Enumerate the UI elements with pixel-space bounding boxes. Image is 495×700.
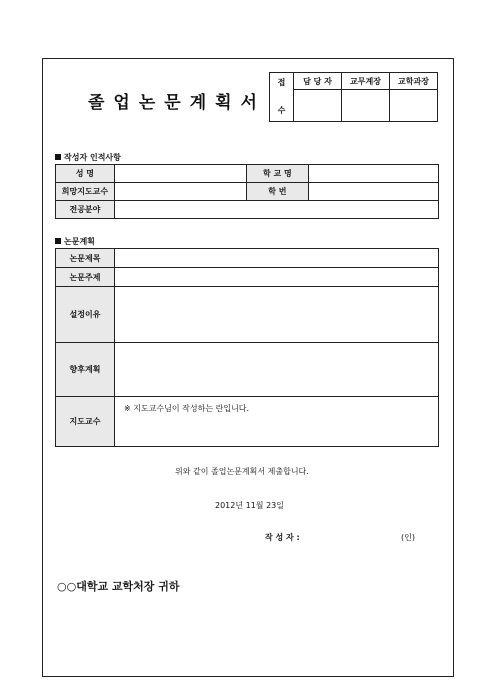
major-field[interactable] <box>114 201 438 219</box>
author-section-heading: 작성자 인적사항 <box>55 152 121 163</box>
approval-sign-director[interactable] <box>390 90 438 122</box>
thesis-title-field[interactable] <box>115 249 439 268</box>
student-number-field[interactable] <box>309 183 439 201</box>
approval-receipt-label: 접 수 <box>270 73 294 122</box>
approval-header-manager: 담 당 자 <box>294 73 342 90</box>
student-number-label: 학 번 <box>246 183 309 201</box>
school-label: 학 교 명 <box>246 165 309 183</box>
advisor-label: 희망지도교수 <box>56 183 115 201</box>
plan-section-heading: 논문계획 <box>55 236 95 247</box>
submission-date: 2012년 11월 23일 <box>215 501 284 510</box>
thesis-title-label: 논문제목 <box>56 249 115 268</box>
future-plan-label: 향후계획 <box>56 343 115 397</box>
school-field[interactable] <box>309 165 439 183</box>
square-bullet-icon <box>55 154 61 160</box>
approval-header-director: 교학과장 <box>390 73 438 90</box>
approval-table <box>269 72 438 122</box>
major-label: 전공분야 <box>56 201 115 219</box>
addressee: ○○대학교 교학처장 귀하 <box>57 580 180 593</box>
name-label: 성 명 <box>56 165 115 183</box>
thesis-topic-field[interactable] <box>115 268 439 287</box>
advisor-professor-field[interactable]: ※ 지도교수님이 작성하는 란입니다. <box>115 397 439 447</box>
advisor-field[interactable] <box>114 183 246 201</box>
document-title: 졸업논문계획서 <box>88 93 266 113</box>
approval-sign-manager[interactable] <box>294 90 342 122</box>
author-info-table <box>55 164 439 219</box>
future-plan-field[interactable] <box>115 343 439 397</box>
advisor-professor-label: 지도교수 <box>56 397 115 447</box>
reason-label: 설정이유 <box>56 287 115 343</box>
square-bullet-icon <box>55 238 61 244</box>
seal-mark: (인) <box>401 533 415 542</box>
submission-statement: 위와 같이 졸업논문계획서 제출합니다. <box>175 467 309 476</box>
approval-header-chief: 교무계장 <box>342 73 390 90</box>
plan-table <box>55 248 439 447</box>
approval-sign-chief[interactable] <box>342 90 390 122</box>
thesis-topic-label: 논문주제 <box>56 268 115 287</box>
reason-field[interactable] <box>115 287 439 343</box>
author-label: 작 성 자 : <box>265 533 300 542</box>
name-field[interactable] <box>114 165 246 183</box>
